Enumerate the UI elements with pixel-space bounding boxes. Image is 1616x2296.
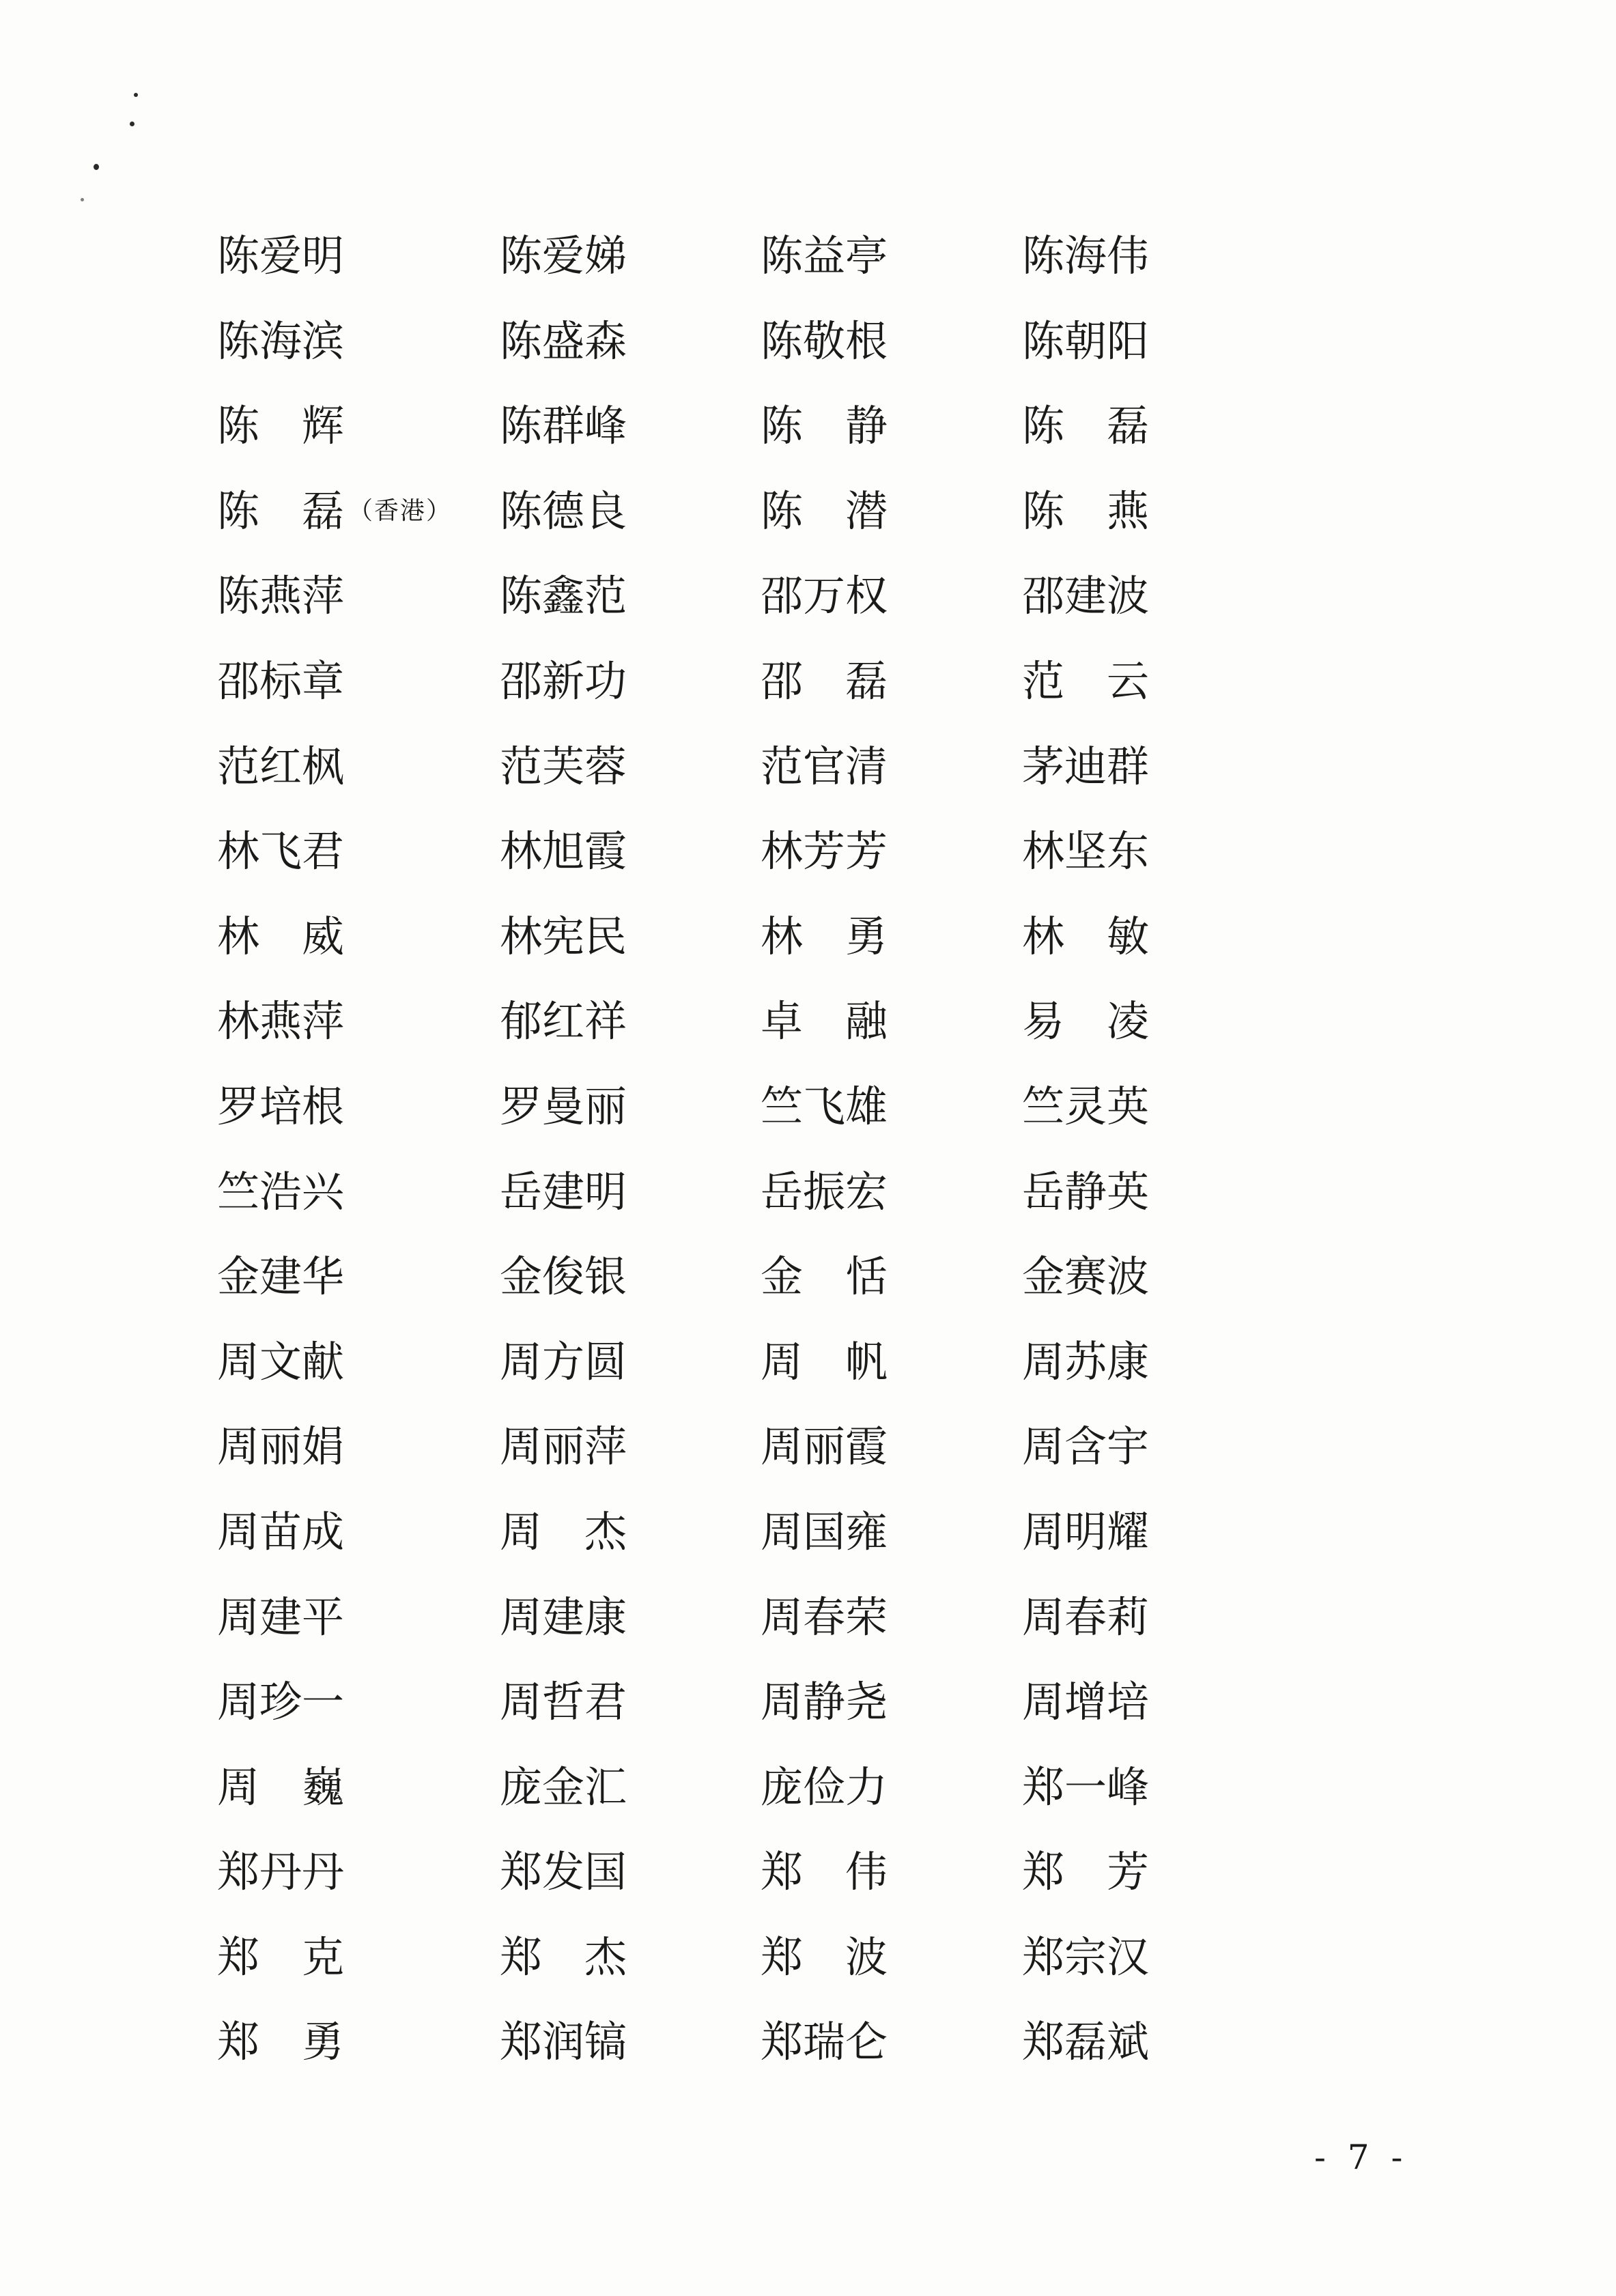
person-name: 周 建 康 <box>500 1591 627 1642</box>
person-name: 陈 磊 <box>217 485 345 536</box>
person-name: 邵 标 章 <box>217 655 345 706</box>
name-cell <box>217 1419 500 1505</box>
name-cell <box>1022 1079 1214 1165</box>
person-name: 陈 爱 明 <box>217 231 345 281</box>
name-cell <box>761 1760 1022 1845</box>
name-cell <box>217 1845 500 1930</box>
name-cell <box>1022 314 1214 399</box>
name-cell <box>761 1675 1022 1760</box>
name-cell <box>1022 1165 1214 1250</box>
person-name: 周 春 荣 <box>761 1591 888 1642</box>
name-cell <box>500 654 761 739</box>
person-name: 郁 红 祥 <box>500 996 627 1047</box>
person-name: 郑 克 <box>217 1931 345 1982</box>
person-name: 林 芳 芳 <box>761 826 888 877</box>
person-name: 周 丽 霞 <box>761 1421 888 1472</box>
name-cell <box>217 1930 500 2015</box>
name-cell <box>1022 1675 1214 1760</box>
name-cell <box>217 1590 500 1675</box>
name-cell <box>500 994 761 1079</box>
person-name: 陈 爱 娣 <box>500 231 627 281</box>
person-name: 竺 飞 雄 <box>761 1081 888 1131</box>
name-cell <box>761 1845 1022 1930</box>
person-name: 陈 磊 <box>1022 401 1150 451</box>
name-cell <box>1022 994 1214 1079</box>
name-cell <box>761 314 1022 399</box>
person-name: 周 巍 <box>217 1761 345 1812</box>
name-cell <box>500 739 761 825</box>
person-name: 竺 灵 英 <box>1022 1081 1150 1131</box>
person-name: 周 苗 成 <box>217 1506 345 1557</box>
name-cell <box>761 484 1022 569</box>
person-name: 陈 德 良 <box>500 485 627 536</box>
scan-speck <box>130 122 134 126</box>
person-name: 郑 瑞 仑 <box>761 2017 888 2067</box>
person-name: 周 哲 君 <box>500 1677 627 1727</box>
name-cell <box>1022 229 1214 314</box>
name-cell <box>761 909 1022 995</box>
person-name: 周 国 雍 <box>761 1506 888 1557</box>
person-name: 周 文 献 <box>217 1336 345 1387</box>
person-name: 陈 海 伟 <box>1022 231 1150 281</box>
scan-speck <box>94 164 99 170</box>
person-name: 林 宪 民 <box>500 911 627 961</box>
person-name: 郑 一 峰 <box>1022 1761 1150 1812</box>
name-cell <box>217 569 500 654</box>
name-cell <box>1022 1419 1214 1505</box>
person-name: 金 恬 <box>761 1251 888 1302</box>
name-cell <box>761 1930 1022 2015</box>
name-cell <box>761 739 1022 825</box>
name-cell <box>217 654 500 739</box>
person-name: 周 苏 康 <box>1022 1336 1150 1387</box>
person-name: 范 红 枫 <box>217 741 345 791</box>
name-cell <box>217 399 500 484</box>
person-name: 陈 海 滨 <box>217 315 345 366</box>
person-name: 金 赛 波 <box>1022 1251 1150 1302</box>
person-name: 陈 群 峰 <box>500 401 627 451</box>
person-name: 陈 盛 森 <box>500 315 627 366</box>
name-cell <box>761 2015 1022 2100</box>
person-name: 郑 磊 斌 <box>1022 2017 1150 2067</box>
person-name: 林 飞 君 <box>217 826 345 877</box>
name-cell <box>1022 484 1214 569</box>
name-cell <box>761 1335 1022 1420</box>
name-cell <box>217 739 500 825</box>
name-cell <box>500 484 761 569</box>
name-cell <box>1022 1760 1214 1845</box>
person-name: 邵 新 功 <box>500 655 627 706</box>
person-name: 易 凌 <box>1022 996 1150 1047</box>
name-cell <box>500 1675 761 1760</box>
person-name: 周 杰 <box>500 1506 627 1557</box>
person-name: 竺 浩 兴 <box>217 1166 345 1217</box>
name-cell <box>761 399 1022 484</box>
name-cell <box>761 1419 1022 1505</box>
person-name: 陈 辉 <box>217 401 345 451</box>
person-name: 林 威 <box>217 911 345 961</box>
page-number: - 7 - <box>1314 2138 1408 2177</box>
name-cell <box>500 1249 761 1335</box>
name-cell <box>500 1165 761 1250</box>
person-name: 郑 宗 汉 <box>1022 1931 1150 1982</box>
name-cell <box>500 314 761 399</box>
person-name: 林 勇 <box>761 911 888 961</box>
person-name: 林 坚 东 <box>1022 826 1150 877</box>
name-cell <box>1022 569 1214 654</box>
person-name: 周 增 培 <box>1022 1677 1150 1727</box>
person-name: 郑 伟 <box>761 1847 888 1897</box>
person-name: 岳 建 明 <box>500 1166 627 1217</box>
name-cell <box>761 569 1022 654</box>
person-name: 林 旭 霞 <box>500 826 627 877</box>
person-name: 陈 益 亭 <box>761 231 888 281</box>
name-cell <box>217 1675 500 1760</box>
person-name: 范 云 <box>1022 655 1150 706</box>
name-cell <box>217 484 500 569</box>
name-cell <box>500 1079 761 1165</box>
name-cell <box>761 1165 1022 1250</box>
name-cell <box>217 824 500 909</box>
person-name: 陈 燕 <box>1022 485 1150 536</box>
name-cell <box>500 1335 761 1420</box>
name-cell <box>500 1760 761 1845</box>
name-cell <box>500 399 761 484</box>
name-cell <box>217 229 500 314</box>
person-name: 周 建 平 <box>217 1591 345 1642</box>
person-name: 邵 磊 <box>761 655 888 706</box>
names-list <box>217 229 1214 2100</box>
name-cell <box>1022 1845 1214 1930</box>
person-name: 金 建 华 <box>217 1251 345 1302</box>
person-name: 范 芙 蓉 <box>500 741 627 791</box>
name-cell <box>500 229 761 314</box>
name-cell <box>500 1930 761 2015</box>
person-name: 周 丽 娟 <box>217 1421 345 1472</box>
name-cell <box>217 1760 500 1845</box>
person-name: 郑 丹 丹 <box>217 1847 345 1897</box>
person-name: 罗 曼 丽 <box>500 1081 627 1131</box>
person-name: 周 含 宇 <box>1022 1421 1150 1472</box>
name-cell <box>217 1335 500 1420</box>
person-name: 庞 俭 力 <box>761 1761 888 1812</box>
person-name: 陈 燕 萍 <box>217 571 345 621</box>
person-name: 茅 迪 群 <box>1022 741 1150 791</box>
name-cell <box>217 1249 500 1335</box>
name-cell <box>217 1079 500 1165</box>
name-cell <box>761 654 1022 739</box>
person-name: 郑 润 镐 <box>500 2017 627 2067</box>
person-name: 周 方 圆 <box>500 1336 627 1387</box>
person-name: 岳 振 宏 <box>761 1166 888 1217</box>
name-note: （香港） <box>348 496 453 525</box>
name-cell <box>1022 399 1214 484</box>
person-name: 周 丽 萍 <box>500 1421 627 1472</box>
name-cell <box>1022 1335 1214 1420</box>
name-cell <box>1022 909 1214 995</box>
name-cell <box>761 1249 1022 1335</box>
person-name: 郑 勇 <box>217 2017 345 2067</box>
name-cell <box>761 824 1022 909</box>
person-name: 周 珍 一 <box>217 1677 345 1727</box>
person-name: 郑 芳 <box>1022 1847 1150 1897</box>
name-cell <box>1022 824 1214 909</box>
name-cell <box>1022 1249 1214 1335</box>
person-name: 罗 培 根 <box>217 1081 345 1131</box>
name-cell <box>761 994 1022 1079</box>
name-cell <box>217 1505 500 1590</box>
name-cell <box>500 1505 761 1590</box>
person-name: 周 帆 <box>761 1336 888 1387</box>
person-name: 周 明 耀 <box>1022 1506 1150 1557</box>
person-name: 陈 朝 阳 <box>1022 315 1150 366</box>
person-name: 邵 建 波 <box>1022 571 1150 621</box>
name-cell <box>761 1590 1022 1675</box>
name-cell <box>500 1590 761 1675</box>
name-cell <box>761 229 1022 314</box>
person-name: 岳 静 英 <box>1022 1166 1150 1217</box>
name-cell <box>217 994 500 1079</box>
person-name: 陈 潜 <box>761 485 888 536</box>
person-name: 陈 鑫 范 <box>500 571 627 621</box>
person-name: 郑 发 国 <box>500 1847 627 1897</box>
name-cell <box>500 824 761 909</box>
person-name: 林 燕 萍 <box>217 996 345 1047</box>
person-name: 郑 杰 <box>500 1931 627 1982</box>
name-cell <box>500 2015 761 2100</box>
person-name: 卓 融 <box>761 996 888 1047</box>
person-name: 周 静 尧 <box>761 1677 888 1727</box>
name-cell <box>1022 1590 1214 1675</box>
name-cell <box>217 909 500 995</box>
name-cell <box>217 1165 500 1250</box>
name-cell <box>217 2015 500 2100</box>
person-name: 金 俊 银 <box>500 1251 627 1302</box>
person-name: 范 官 清 <box>761 741 888 791</box>
name-cell <box>1022 2015 1214 2100</box>
person-name: 陈 静 <box>761 401 888 451</box>
name-cell <box>1022 1930 1214 2015</box>
name-cell <box>500 569 761 654</box>
name-cell <box>1022 739 1214 825</box>
name-cell <box>500 909 761 995</box>
person-name: 陈 敬 根 <box>761 315 888 366</box>
name-cell <box>500 1419 761 1505</box>
name-cell <box>217 314 500 399</box>
name-cell <box>1022 654 1214 739</box>
person-name: 郑 波 <box>761 1931 888 1982</box>
person-name: 周 春 莉 <box>1022 1591 1150 1642</box>
person-name: 庞 金 汇 <box>500 1761 627 1812</box>
person-name: 林 敏 <box>1022 911 1150 961</box>
name-cell <box>1022 1505 1214 1590</box>
name-cell <box>500 1845 761 1930</box>
name-cell <box>761 1079 1022 1165</box>
name-cell <box>761 1505 1022 1590</box>
scan-speck <box>134 93 138 97</box>
scan-speck <box>81 198 84 201</box>
person-name: 邵 万 权 <box>761 571 888 621</box>
